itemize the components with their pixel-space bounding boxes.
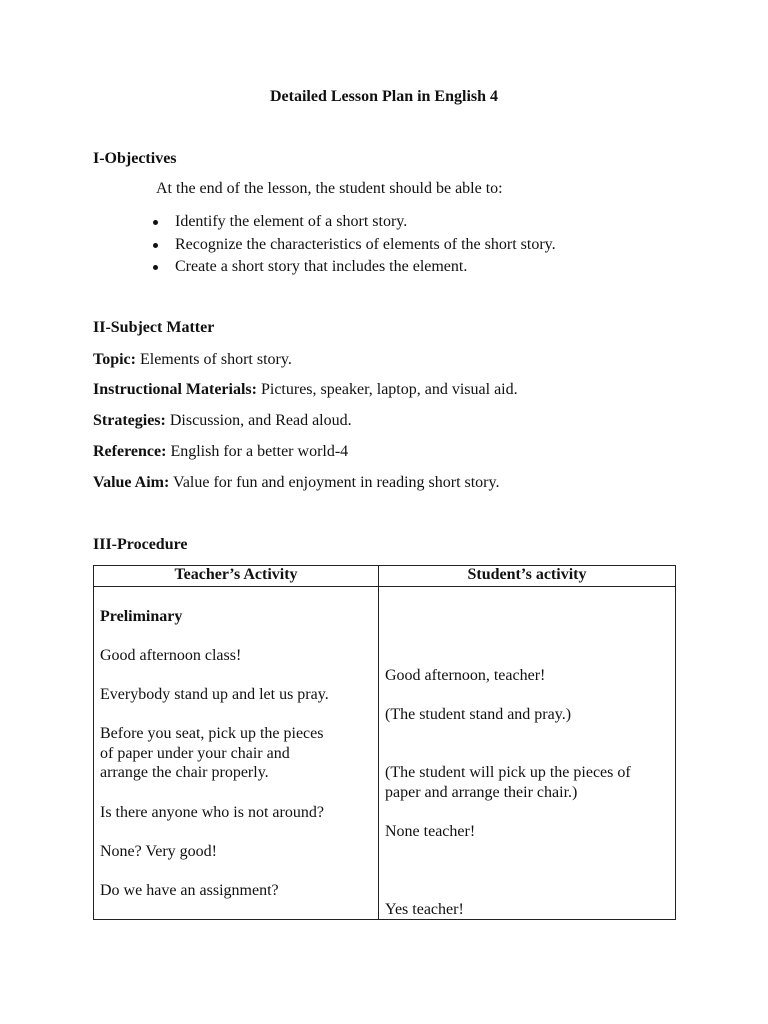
teacher-pray: Everybody stand up and let us pray. [100, 686, 329, 703]
objectives-intro: At the end of the lesson, the student should be able to: [156, 180, 503, 197]
objectives-list [150, 212, 556, 280]
objectives-heading: I-Objectives [93, 150, 177, 167]
materials-label: Instructional Materials: [93, 381, 257, 398]
teacher-assignment: Do we have an assignment? [100, 882, 279, 899]
student-column-header: Student’s activity [379, 566, 676, 587]
reference-value: English for a better world-4 [170, 443, 349, 460]
materials-value: Pictures, speaker, laptop, and visual aid. [260, 381, 518, 398]
value-aim-value: Value for fun and enjoyment in reading short story. [173, 474, 500, 491]
teacher-good: None? Very good! [100, 843, 218, 860]
objective-text: Identify the element of a short story. [175, 213, 408, 230]
student-yes: Yes teacher! [385, 901, 464, 918]
procedure-table [93, 565, 676, 920]
strategies-field [93, 412, 352, 430]
student-pray: (The student stand and pray.) [385, 706, 572, 723]
student-greeting: Good afternoon, teacher! [385, 667, 546, 684]
topic-label: Topic: [93, 351, 136, 368]
teacher-activity-cell [94, 587, 379, 920]
teacher-attendance: Is there anyone who is not around? [100, 804, 324, 821]
objective-item [150, 235, 556, 258]
strategies-label: Strategies: [93, 412, 166, 429]
objective-text: Recognize the characteristics of elements of the short story. [175, 235, 556, 253]
value-aim-field [93, 474, 499, 492]
topic-value: Elements of short story. [139, 351, 292, 368]
materials-field [93, 381, 518, 399]
teacher-seat-line-1: Before you seat, pick up the pieces [100, 725, 324, 742]
table-header-row [94, 566, 676, 587]
objective-item [150, 257, 556, 280]
student-pick-line-2: paper and arrange their chair.) [385, 784, 578, 801]
table-row [94, 587, 676, 920]
bullet-icon [153, 265, 158, 270]
student-pick-line-1: (The student will pick up the pieces of [385, 764, 631, 781]
strategies-value: Discussion, and Read aloud. [169, 412, 352, 429]
bullet-icon [153, 220, 158, 225]
teacher-seat-line-3: arrange the chair properly. [100, 764, 269, 781]
teacher-seat-line-2: of paper under your chair and [100, 745, 290, 762]
preliminary-label: Preliminary [100, 608, 183, 625]
objective-item [150, 212, 556, 235]
document-title: Detailed Lesson Plan in English 4 [269, 88, 499, 105]
teacher-greeting: Good afternoon class! [100, 647, 242, 664]
reference-label: Reference: [93, 443, 167, 460]
student-activity-cell [379, 587, 676, 920]
teacher-column-header: Teacher’s Activity [94, 566, 379, 587]
bullet-icon [153, 243, 158, 248]
objective-text: Create a short story that includes the element. [175, 258, 468, 275]
reference-field [93, 443, 348, 461]
value-aim-label: Value Aim: [93, 474, 170, 491]
procedure-heading: III-Procedure [93, 536, 188, 553]
topic-field [93, 351, 292, 369]
student-none: None teacher! [385, 823, 476, 840]
subject-matter-heading: II-Subject Matter [93, 319, 215, 336]
